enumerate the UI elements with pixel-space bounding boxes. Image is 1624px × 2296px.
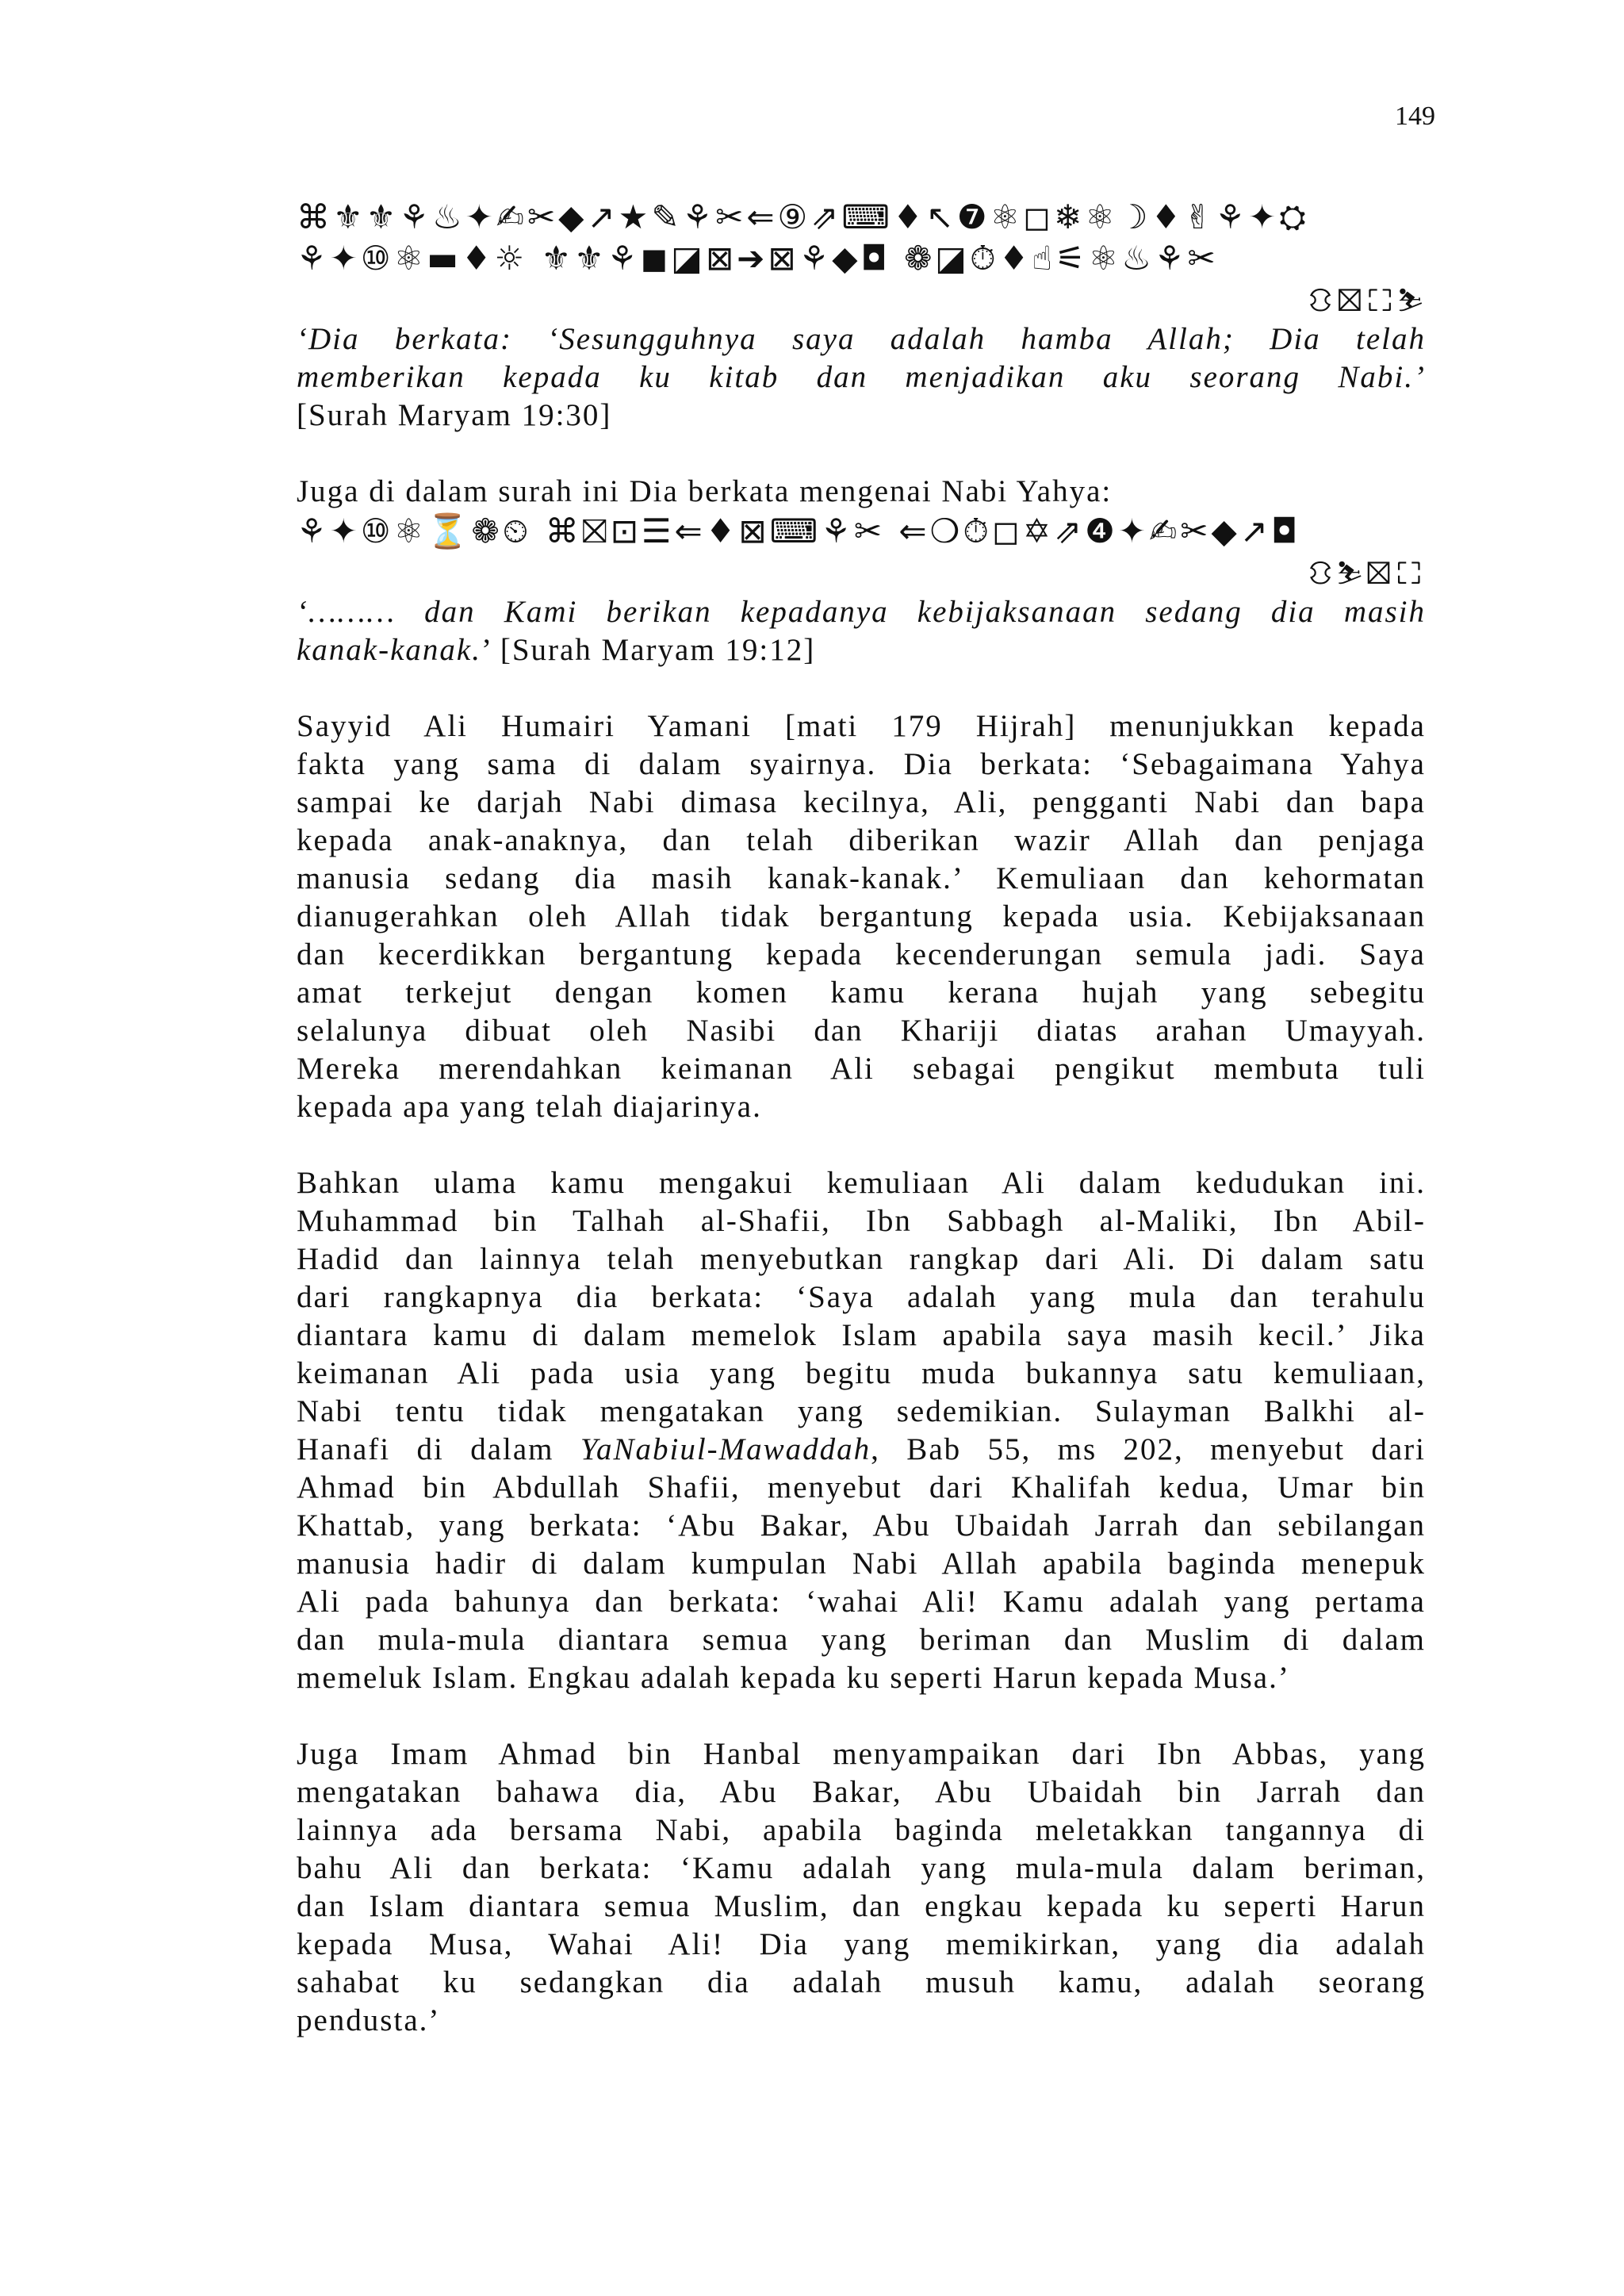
paragraph-3-line: bahu Ali dan berkata: ‘Kamu adalah yang mula-mula dalam beriman, bbox=[297, 1851, 1426, 1885]
intro-yahya: Juga di dalam surah ini Dia berkata mengenai Nabi Yahya: bbox=[297, 474, 1113, 508]
paragraph-2-line: Ahmad bin Abdullah Shafii, menyebut dari Khalifah kedua, Umar bin bbox=[297, 1470, 1426, 1504]
quote-2-line-1: ‘……… dan Kami berikan kepadanya kebijaksanaan sedang dia masih bbox=[297, 595, 1426, 629]
arabic-verse-1-line-2: ⚘✦⑩⚛▬♦☼ ⚜⚜⚘◼◪⊠➔⊠⚘◆◘ ❁◪⏱♦☝⚟⚛♨⚘✂ bbox=[297, 239, 1219, 278]
paragraph-1-line: Mereka merendahkan keimanan Ali sebagai pengikut membuta tuli bbox=[297, 1052, 1426, 1086]
page-number: 149 bbox=[1395, 102, 1435, 131]
paragraph-2-line: memeluk Islam. Engkau adalah kepada ku seperti Harun kepada Musa.’ bbox=[297, 1661, 1290, 1695]
paragraph-1-line: dianugerahkan oleh Allah tidak bergantung kepada usia. Kebijaksanaan bbox=[297, 899, 1426, 933]
paragraph-2-line: Ali pada bahunya dan berkata: ‘wahai Ali! Kamu adalah yang pertama bbox=[297, 1585, 1426, 1619]
paragraph-3-line: dan Islam diantara semua Muslim, dan engkau kepada ku seperti Harun bbox=[297, 1889, 1426, 1923]
paragraph-2 bbox=[297, 1164, 1426, 1697]
quote-1-reference: [Surah Maryam 19:30] bbox=[297, 398, 612, 432]
paragraph-2-line: dan mula-mula diantara semua yang beriman dan Muslim di dalam bbox=[297, 1623, 1426, 1657]
paragraph-2-line: diantara kamu di dalam memelok Islam apabila saya masih kecil.’ Jika bbox=[297, 1318, 1426, 1352]
paragraph-3-line: Juga Imam Ahmad bin Hanbal menyampaikan dari Ibn Abbas, yang bbox=[297, 1737, 1426, 1771]
paragraph-1-line: selalunya dibuat oleh Nasibi dan Khariji diatas arahan Umayyah. bbox=[297, 1014, 1426, 1048]
paragraph-2-line: Hadid dan lainnya telah menyebutkan rangkap dari Ali. Di dalam satu bbox=[297, 1242, 1426, 1276]
book-line-prefix: Hanafi di dalam bbox=[297, 1432, 580, 1466]
quote-2-italic-text: kanak-kanak. bbox=[297, 633, 481, 667]
paragraph-2-line: Bahkan ulama kamu mengakui kemuliaan Ali dalam kedudukan ini. bbox=[297, 1166, 1426, 1200]
paragraph-1-line: sampai ke darjah Nabi dimasa kecilnya, Ali, pengganti Nabi dan bapa bbox=[297, 785, 1426, 819]
paragraph-3-line: lainnya ada bersama Nabi, apabila baginda meletakkan tangannya di bbox=[297, 1813, 1426, 1847]
paragraph-2-book-line bbox=[297, 1431, 1426, 1469]
paragraph-2-line: Khattab, yang berkata: ‘Abu Bakar, Abu Ubaidah Jarrah dan sebilangan bbox=[297, 1508, 1426, 1543]
quote-1-line-1: ‘Dia berkata: ‘Sesungguhnya saya adalah hamba Allah; Dia telah bbox=[297, 322, 1426, 356]
paragraph-1-line: amat terkejut dengan komen kamu kerana hujah yang sebegitu bbox=[297, 976, 1426, 1010]
arabic-verse-1-line-3: ⛻⛝⛶⛷ bbox=[1308, 280, 1426, 319]
paragraph-1-line: manusia sedang dia masih kanak-kanak.’ Kemuliaan dan kehormatan bbox=[297, 861, 1426, 895]
arabic-verse-1-line-1: ⌘⚜⚜⚘♨✦✍✂◆↗★✎⚘✂⇐⑨⇗⌨♦↖❼⚛◻❄⚛☽♦✌⚘✦⛭ bbox=[297, 197, 1309, 236]
paragraph-2-line: keimanan Ali pada usia yang begitu muda bukannya satu kemuliaan, bbox=[297, 1356, 1426, 1390]
book-line-suffix: , Bab 55, ms 202, menyebut dari bbox=[871, 1432, 1426, 1466]
paragraph-2-line: Muhammad bin Talhah al-Shafii, Ibn Sabbagh al-Maliki, Ibn Abil- bbox=[297, 1204, 1426, 1238]
paragraph-3-line: pendusta.’ bbox=[297, 2003, 441, 2037]
arabic-verse-2-line-2: ⛻⛷⛝⛶ bbox=[1308, 553, 1426, 592]
paragraph-3 bbox=[297, 1735, 1426, 2040]
paragraph-2-line: Nabi tentu tidak mengatakan yang sedemikian. Sulayman Balkhi al- bbox=[297, 1394, 1426, 1428]
paragraph-2-line: manusia hadir di dalam kumpulan Nabi Allah apabila baginda menepuk bbox=[297, 1547, 1426, 1581]
paragraph-1 bbox=[297, 707, 1426, 1126]
quote-2-line-2 bbox=[297, 631, 1426, 669]
quote-1-line-2: memberikan kepada ku kitab dan menjadikan aku seorang Nabi.’ bbox=[297, 360, 1426, 394]
paragraph-1-line: kepada anak-anaknya, dan telah diberikan wazir Allah dan penjaga bbox=[297, 823, 1426, 857]
paragraph-3-line: mengatakan bahawa dia, Abu Bakar, Abu Ubaidah bin Jarrah dan bbox=[297, 1775, 1426, 1809]
paragraph-3-line: sahabat ku sedangkan dia adalah musuh kamu, adalah seorang bbox=[297, 1965, 1426, 1999]
page-content bbox=[297, 197, 1426, 2040]
paragraph-2-line: dari rangkapnya dia berkata: ‘Saya adalah yang mula dan terahulu bbox=[297, 1280, 1426, 1314]
paragraph-1-line: dan kecerdikkan bergantung kepada kecenderungan semula jadi. Saya bbox=[297, 937, 1426, 972]
paragraph-1-line: kepada apa yang telah diajarinya. bbox=[297, 1090, 762, 1124]
quote-2-reference: ’ [Surah Maryam 19:12] bbox=[481, 633, 816, 667]
book-title: YaNabiul-Mawaddah bbox=[580, 1432, 871, 1466]
paragraph-1-line: Sayyid Ali Humairi Yamani [mati 179 Hijrah] menunjukkan kepada bbox=[297, 709, 1426, 743]
paragraph-3-line: kepada Musa, Wahai Ali! Dia yang memikirkan, yang dia adalah bbox=[297, 1927, 1426, 1961]
paragraph-1-line: fakta yang sama di dalam syairnya. Dia berkata: ‘Sebagaimana Yahya bbox=[297, 747, 1426, 781]
arabic-verse-2-line-1: ⚘✦⑩⚛⏳❁⏲ ⌘⛝⊡☰⇐♦⊠⌨⚘✂ ⇐❍⏱◻✡⇗❹✦✍✂◆↗◘ bbox=[297, 512, 1301, 550]
